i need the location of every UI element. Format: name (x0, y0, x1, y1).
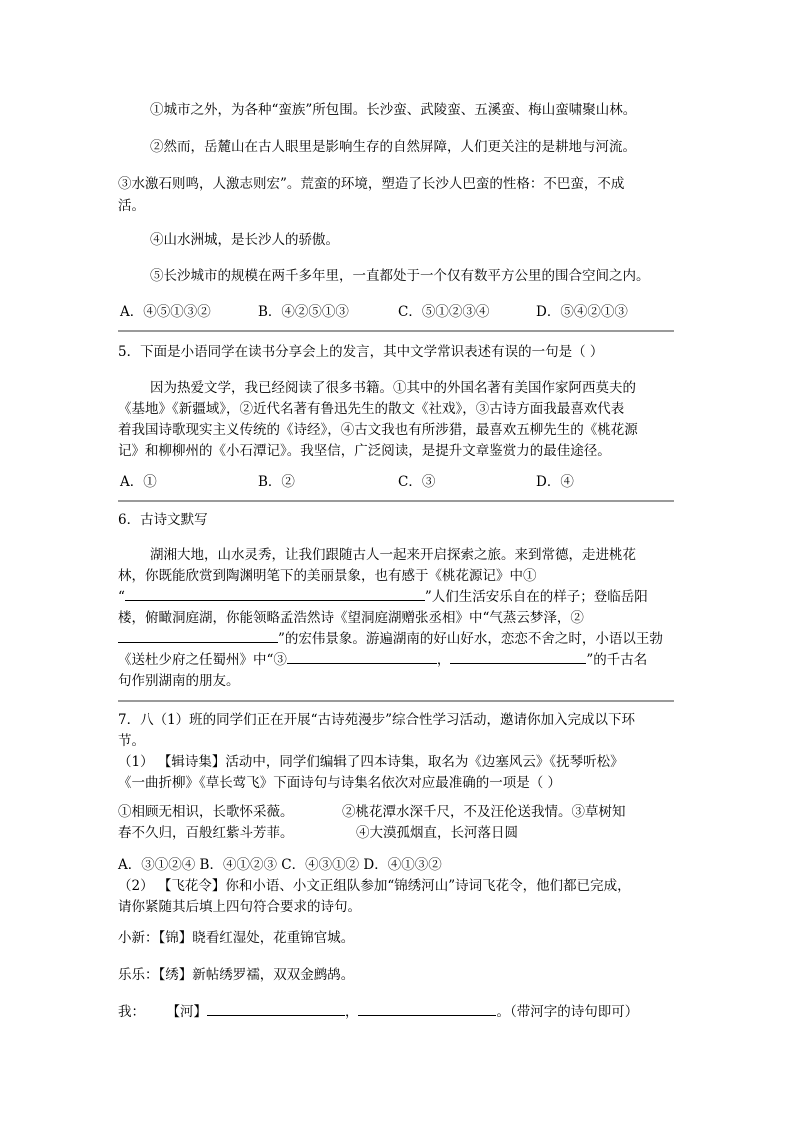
q4-option-d: D．⑤④②①③ (536, 304, 628, 320)
q7-lele: 乐乐：【绣】新帖绣罗襦，双双金鹧鸪。 (118, 967, 355, 983)
q5-option-b: B．② (258, 474, 295, 490)
q4-sentence-1: ①城市之外，为各种“蛮族”所包围。长沙蛮、武陵蛮、五溪蛮、梅山蛮啸聚山林。 (150, 102, 637, 118)
q5-passage-line-4: 记》和柳柳州的《小石潭记》。我坚信，广泛阅读，是提升文章鉴赏力的最佳途径。 (118, 443, 611, 459)
q5-option-a: A．① (120, 474, 157, 490)
q5-passage-line-2: 《基地》《新疆域》，②近代名著有鲁迅先生的散文《社戏》，③古诗方面我最喜欢代表 (118, 401, 625, 417)
q7-answer-line: 我： 【河】 ， 。（带河字的诗句即可） (118, 1000, 638, 1020)
q7-poem-2: ②桃花潭水深千尺，不及汪伦送我情。③草树知 (342, 804, 626, 820)
q4-option-c: C．⑤①②③④ (398, 304, 490, 320)
q7-part1-line-1: （1） 【辑诗集】活动中，同学们编辑了四本诗集，取名为《边塞风云》《抚琴听松》 (118, 754, 624, 770)
answer-blank-2[interactable] (358, 1001, 496, 1016)
blank-3a[interactable] (287, 649, 437, 664)
q5-stem: 5．下面是小语同学在读书分享会上的发言，其中文学常识表述有误的一句是（ ） (118, 344, 604, 360)
q4-option-a: A．④⑤①③② (120, 304, 211, 320)
q7-part2-line-1: （2） 【飞花令】你和小语、小文正组队参加“锦绣河山”诗词飞花令，他们都已完成， (118, 878, 631, 894)
blank-1[interactable] (125, 586, 425, 601)
q7-stem-cont: 节。 (118, 733, 145, 749)
q4-option-b: B．④②⑤①③ (258, 304, 349, 320)
q5-passage-line-1: 因为热爱文学，我已经阅读了很多书籍。①其中的外国名著有美国作家阿西莫夫的 (150, 380, 636, 396)
q6-line-6: 《送杜少府之任蜀州》中“③ ， ”的千古名 (118, 648, 647, 668)
q5-option-c: C．③ (398, 474, 436, 490)
q4-sentence-5: ⑤长沙城市的规模在两千多年里，一直都处于一个仅有数平方公里的围合空间之内。 (150, 268, 650, 284)
divider (118, 700, 674, 702)
divider (118, 500, 674, 502)
q6-line-4: 楼，俯瞰洞庭湖，你能领略孟浩然诗《望洞庭湖赠张丞相》中“气蒸云梦泽，② (118, 610, 584, 626)
q7-part2-line-2: 请你紧随其后填上四句符合要求的诗句。 (118, 899, 361, 915)
answer-blank-1[interactable] (207, 1001, 345, 1016)
q6-line-7: 句作别湖南的朋友。 (118, 673, 240, 689)
q5-passage-line-3: 着我国诗歌现实主义传统的《诗经》，④古文我也有所涉猎，最喜欢五柳先生的《桃花源 (118, 422, 638, 438)
q7-options: A．③①②④ B．④①②③ C．④③①② D．④①③② (118, 857, 442, 873)
q4-sentence-4: ④山水洲城，是长沙人的骄傲。 (150, 232, 339, 248)
q6-line-5: ”的宏伟景象。游遍湖南的好山好水，恋恋不舍之时，小语以王勃 (118, 627, 663, 647)
blank-2[interactable] (118, 628, 278, 643)
q6-stem: 6．古诗文默写 (118, 512, 208, 528)
q7-poem-4: ④大漠孤烟直，长河落日圆 (356, 825, 518, 841)
divider (118, 330, 674, 332)
q6-line-1: 湖湘大地，山水灵秀，让我们跟随古人一起来开启探索之旅。来到常德，走进桃花 (150, 547, 636, 563)
q7-stem: 7．八（1）班的同学们正在开展“古诗苑漫步”综合性学习活动，邀请你加入完成以下环 (118, 712, 635, 728)
q6-line-2: 林，你既能欣赏到陶渊明笔下的美丽景象，也有感于《桃花源记》中① (118, 568, 537, 584)
q4-sentence-3-cont: 活。 (118, 198, 145, 214)
q7-part1-line-2: 《一曲折柳》《草长莺飞》下面诗句与诗集名依次对应最准确的一项是（ ） (118, 775, 562, 791)
q7-xiaoxin: 小新：【锦】晓看红湿处，花重锦官城。 (118, 930, 355, 946)
q4-sentence-3: ③水激石则鸣，人激志则宏”。荒蛮的环境，塑造了长沙人巴蛮的性格：不巴蛮，不成 (118, 176, 625, 192)
q7-poem-1: ①相顾无相识，长歌怀采薇。 (118, 804, 294, 820)
q7-poem-3: 春不久归，百般红紫斗芳菲。 (118, 825, 294, 841)
blank-3b[interactable] (450, 649, 586, 664)
q4-sentence-2: ②然而，岳麓山在古人眼里是影响生存的自然屏障，人们更关注的是耕地与河流。 (150, 139, 636, 155)
q6-line-3: “ ”人们生活安乐自在的样子；登临岳阳 (118, 585, 648, 605)
q5-option-d: D．④ (536, 474, 574, 490)
